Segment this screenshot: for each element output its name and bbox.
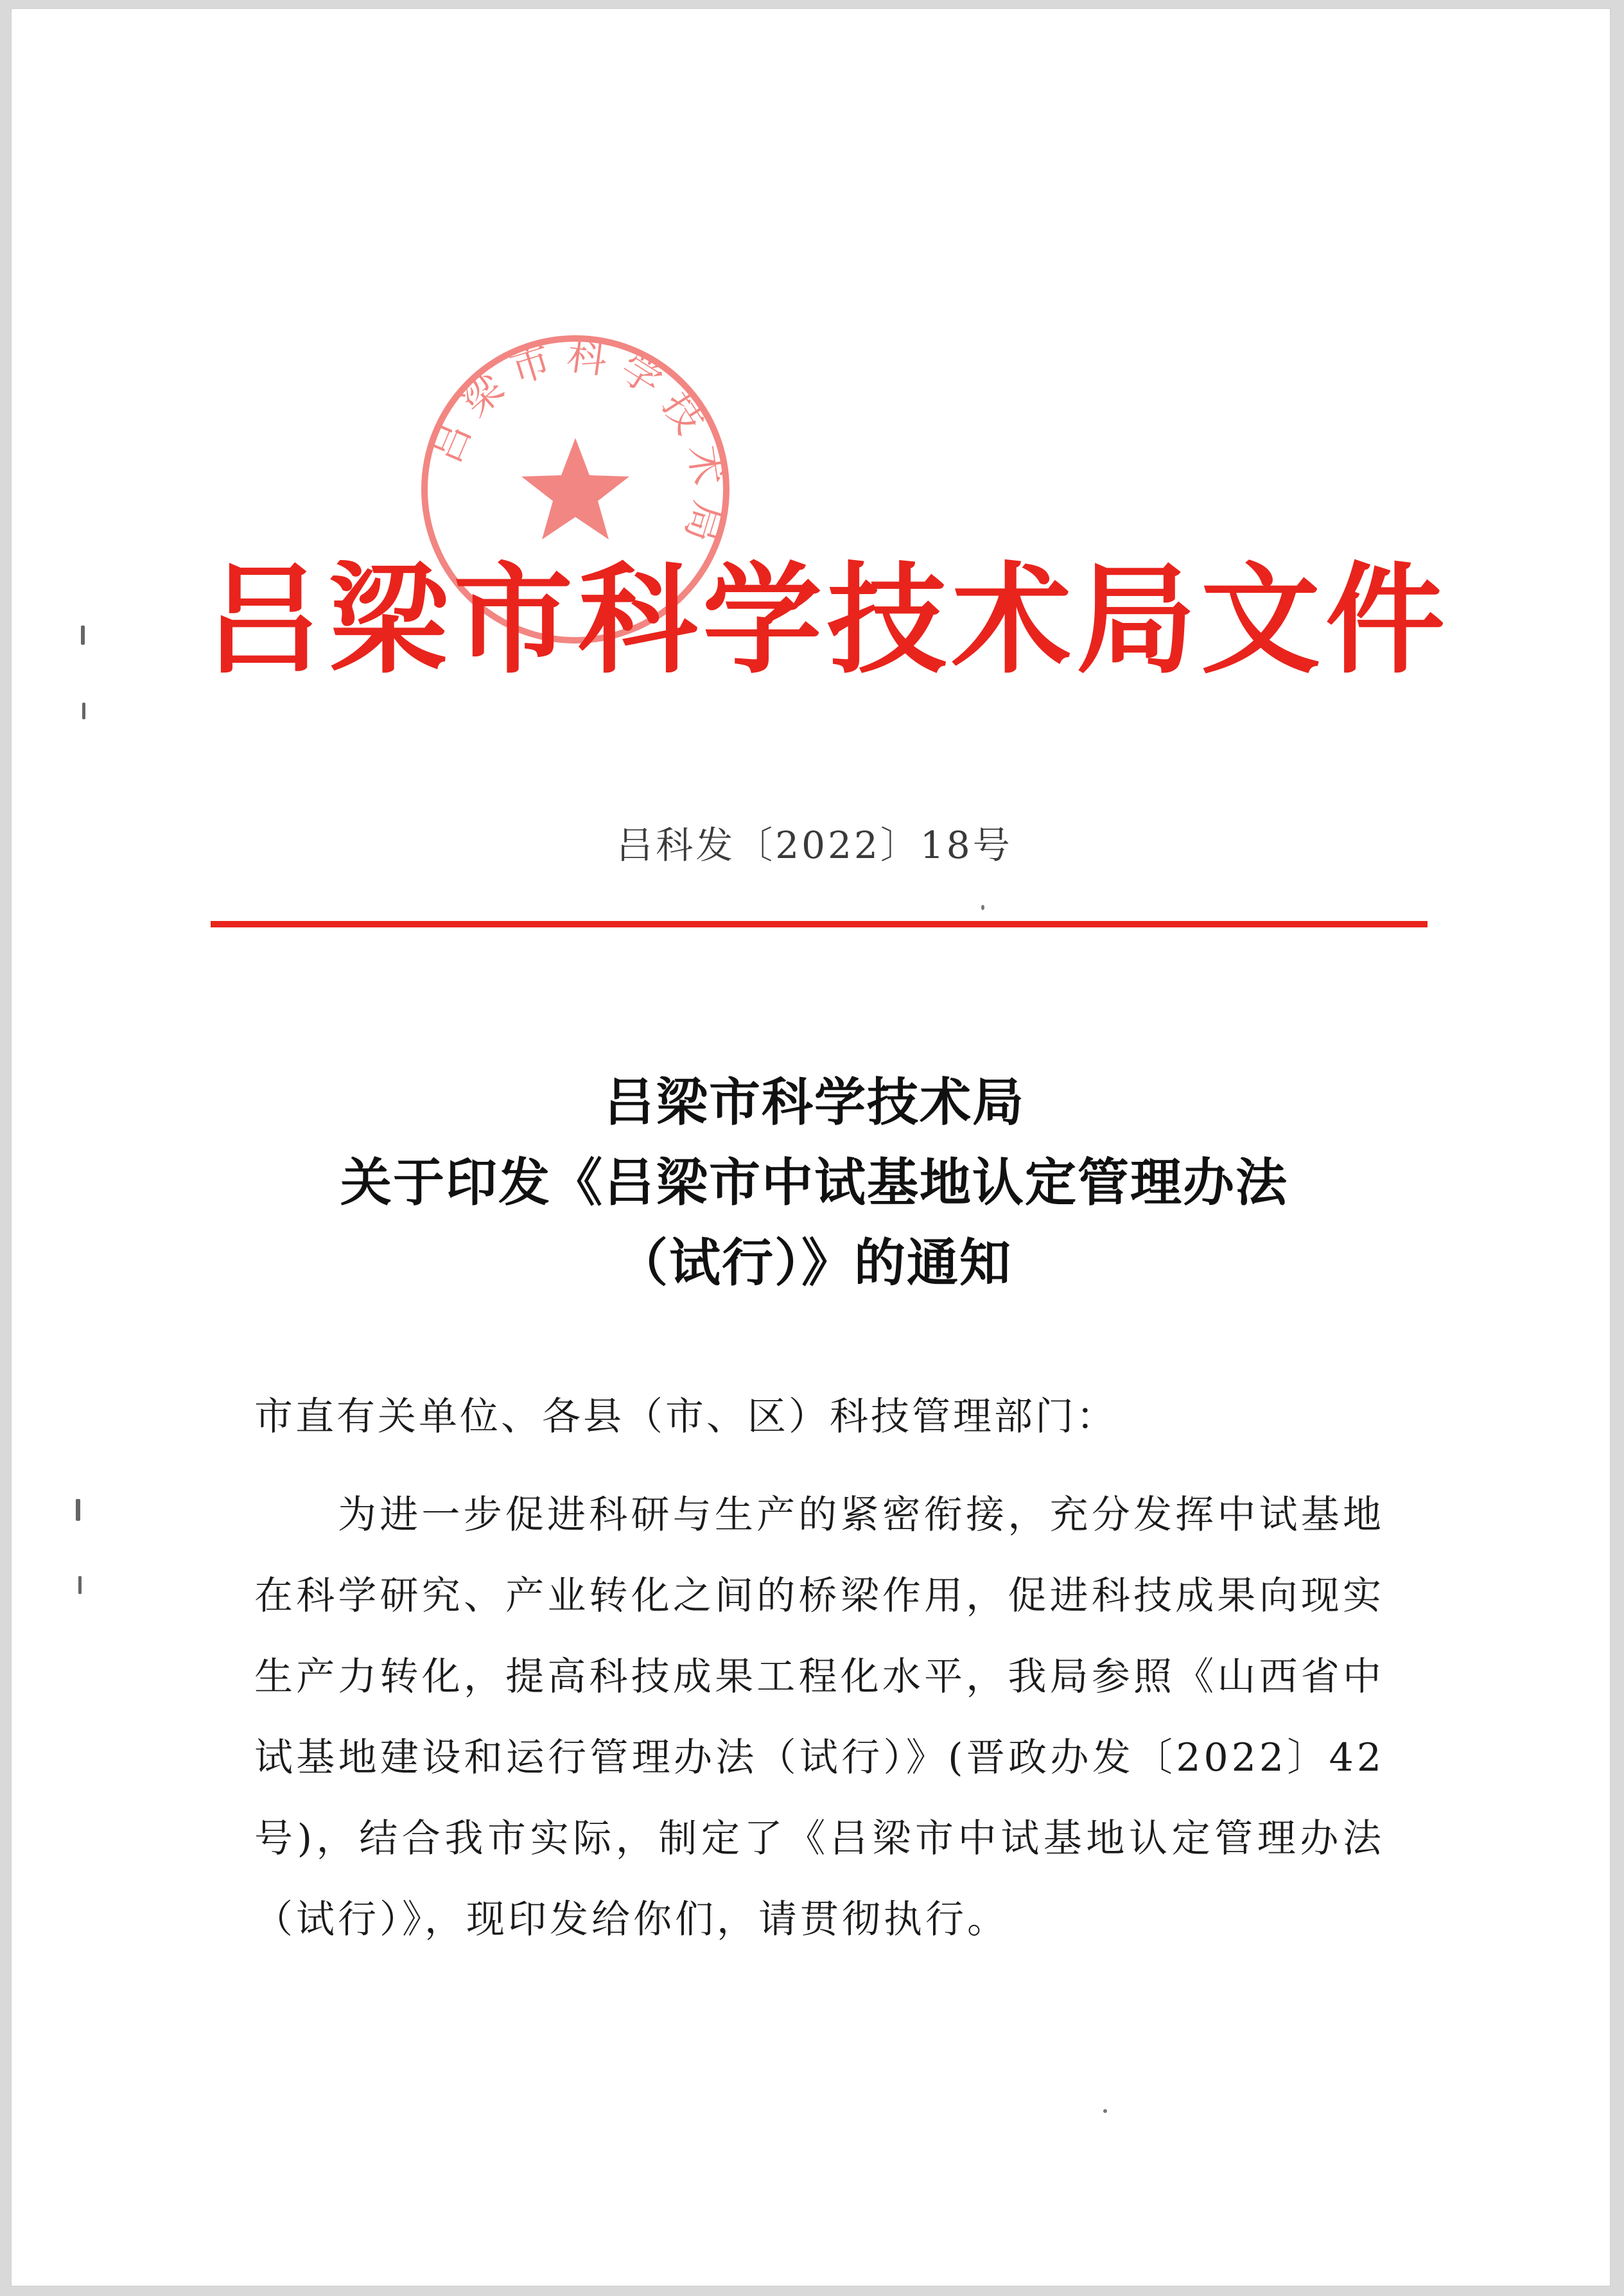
notice-title	[204, 1062, 1424, 1303]
seal-text: 吕梁市科学技术局	[421, 331, 734, 559]
scan-mark	[78, 1576, 82, 1594]
document-number: 吕科发〔2022〕18号	[616, 823, 1013, 867]
scan-dot	[981, 905, 984, 910]
salutation: 市直有关单位、各县（市、区）科技管理部门：	[254, 1394, 1117, 1439]
scan-dot	[1103, 2109, 1107, 2113]
document-page	[12, 9, 1610, 2286]
scan-mark	[82, 703, 85, 719]
title-line-2: 关于印发《吕梁市中试基地认定管理办法	[340, 1152, 1288, 1213]
red-star-seal-icon	[521, 438, 629, 539]
scan-mark	[76, 1499, 80, 1521]
title-line-3: （试行）》的通知	[616, 1232, 1012, 1293]
red-divider-line	[211, 921, 1428, 927]
body-paragraph: 为进一步促进科研与生产的紧密衔接，充分发挥中试基地在科学研究、产业转化之间的桥梁作用，促进科技成果向现实生产力转化，提高科技成果工程化水平，我局参照《山西省中试基地建设和运行管理办法（试行）》(晋政办发〔2022〕42号)，结合我市实际，制定了《吕梁市中试基地认定管理办法（试行）》，现印发给你们，请贯彻执行。	[254, 1493, 1384, 1942]
title-line-1: 吕梁市科学技术局	[604, 1072, 1025, 1132]
masthead-title: 吕梁市科学技术局文件	[204, 550, 1451, 690]
scan-mark	[81, 626, 85, 645]
